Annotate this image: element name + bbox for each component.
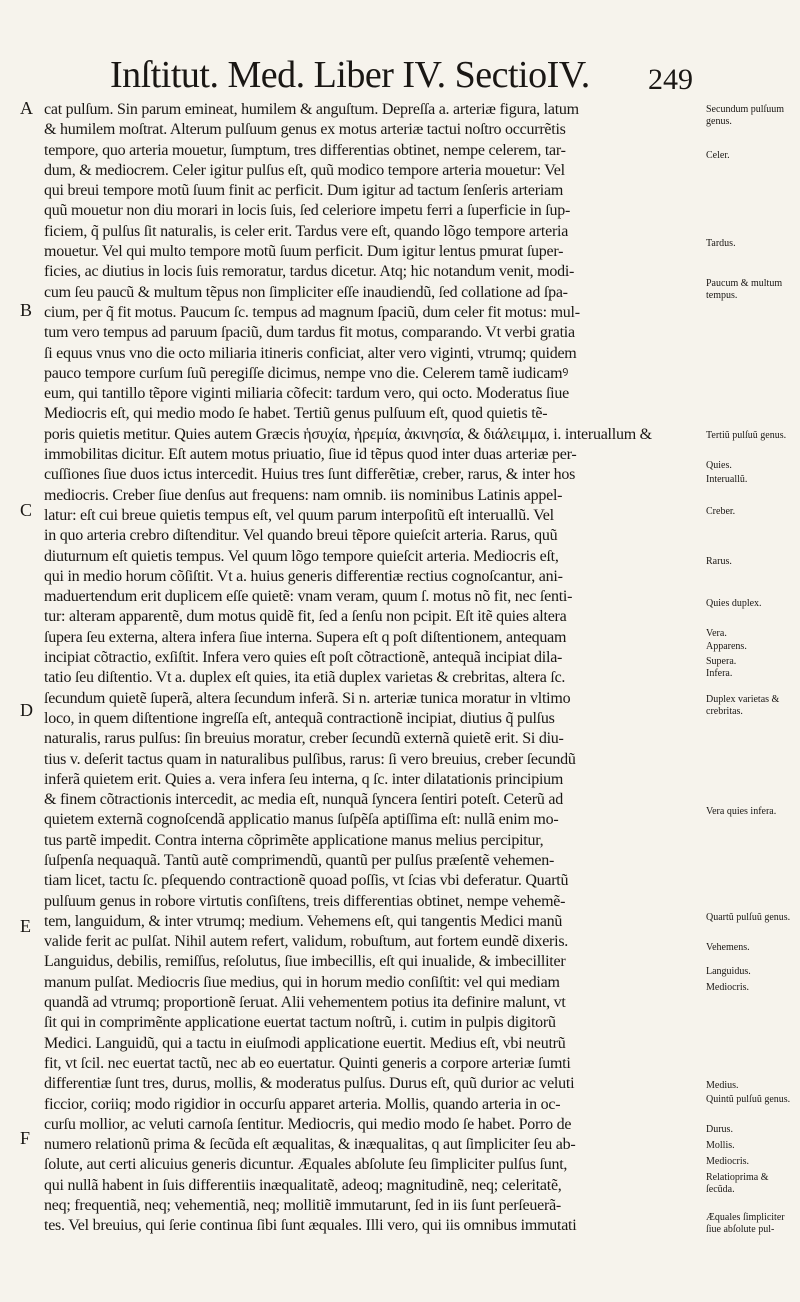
text-line: Languidus, debilis, remiſſus, reſolutus, ſiue imbecillis, eſt qui inualide, & imbecilliter	[44, 953, 566, 971]
margin-marker-d: D	[20, 700, 33, 720]
text-line: latur: eſt cui breue quietis tempus eſt, vel quum parum interpoſitũ eſt interuallũ. Vel	[44, 506, 554, 524]
text-line	[44, 1237, 704, 1257]
text-line: ficies, ac diutius in locis ſuis remoratur, tardus dicetur. Atq; hic notandum venit, modi-	[44, 263, 575, 281]
text-line: quietem externã cognoſcendã applicatio manus ſuſpẽſa aptiſſima eſt: nullã enim mo-	[44, 811, 559, 829]
text-line: immobilitas dicitur. Eſt autem motus priuatio, ſiue id tẽpus quod inter duas arteriæ per-	[44, 446, 577, 464]
text-line: qui nullã habent in ſuis differentiis inæqualitatẽ, adeoq; magnitudinẽ, neq; celeritatẽ,	[44, 1176, 562, 1194]
side-note: Celer.	[706, 150, 730, 161]
text-line: tius v. deſerit tactus quam in naturalibus pulſibus, rarus: ſi vero breuius, creber ſecundũ	[44, 750, 576, 768]
text-line: in quo arteria crebro diſtenditur. Vel quando breui tẽpore quieſcit arteria. Rarus, quũ	[44, 527, 558, 545]
text-line: numero relationũ prima & ſecũda eſt æqualitas, & inæqualitas, q aut ſimpliciter ſeu ab-	[44, 1136, 576, 1154]
text-line: incipiat cõtractio, exſiſtit. Infera vero quies eſt poſt cõtractionẽ, antequã incipiat dila-	[44, 649, 563, 667]
text-line: ſit qui in comprimẽnte applicatione euertat tactum noſtrũ, i. cutim in pulpis digitorũ	[44, 1014, 556, 1032]
side-note: Quies duplex.	[706, 598, 762, 609]
text-line: eum, qui tantillo tẽpore viginti miliaria cõfecit: tardum vero, qui octo. Moderatus ſiue	[44, 385, 569, 403]
side-note: Supera.	[706, 656, 737, 667]
side-note: Medius.	[706, 1080, 739, 1091]
text-line: ſecundum quietẽ ſuperã, altera ſecundum inferã. Si n. arteriæ tunica moratur in vltimo	[44, 689, 571, 707]
text-line: qui in medio horum cõſiſtit. Vt a. huius generis differentiæ rectius cognoſcantur, ani-	[44, 567, 563, 585]
text-line: ſolute, aut certi alicuius generis dicuntur. Æquales abſolute ſeu ſimpliciter pulſus ſunt,	[44, 1156, 568, 1174]
side-note: Durus.	[706, 1124, 733, 1135]
margin-marker-c: C	[20, 500, 33, 520]
side-note: Vehemens.	[706, 942, 750, 953]
text-line: manum pulſat. Mediocris ſiue medius, qui in horum medio conſiſtit: vel qui mediam	[44, 973, 560, 991]
text-line: Medici. Languidũ, qui a tactu in eiuſmodi applicatione euertit. Medius eſt, vbi neutrũ	[44, 1034, 566, 1052]
body-text	[44, 100, 704, 1277]
text-line: naturalis, rarus pulſus: ſin breuius moratur, creber ſecundũ externã quietẽ erit. Si diu-	[44, 730, 564, 748]
text-line: cum ſeu paucũ & multum tẽpus non ſimpliciter eſſe inaudiendũ, ſed collatione ad ſpa-	[44, 283, 568, 301]
text-line: tem, languidum, & inter vtrumq; medium. Vehemens eſt, qui tangentis Medici manũ	[44, 912, 563, 930]
side-note: Interuallũ.	[706, 474, 748, 485]
text-line: qui breui tempore motũ ſuum finit ac perficit. Dum igitur ad tactum ſenſeris arteriam	[44, 182, 564, 200]
side-note: Vera.	[706, 628, 727, 639]
side-note: Mediocris.	[706, 982, 750, 993]
text-line: tempore, quo arteria mouetur, ſumptum, tres differentias obtinet, nempe celerem, tar-	[44, 141, 566, 159]
side-note: Rarus.	[706, 556, 732, 567]
text-line: ſi equus vnus vno die octo miliaria itineris conficiat, alter vero viginti, vtrumq; quidem	[44, 344, 577, 362]
text-line: ſuſpenſa nequaquã. Tantũ autẽ comprimendũ, quantũ per pulſus præſentẽ vehemen-	[44, 851, 555, 869]
side-note: Vera quies infera.	[706, 806, 777, 817]
text-line: & finem cõtractionis intercedit, ac media eſt, nunquã ſyncera ſentiri poteſt. Ceterũ ad	[44, 791, 563, 809]
text-line: tus partẽ impedit. Contra interna cõprimẽte applicatione manus melius percipitur,	[44, 831, 544, 849]
text-line: tiam licet, tactu ſc. pſequendo contractionẽ quoad poſſis, vt ſcias vbi deferatur. Quartũ	[44, 872, 569, 890]
text-line: mouetur. Vel qui multo tempore motũ ſuum perficit. Dum igitur lentus pmurat ſuper-	[44, 243, 564, 261]
text-line: ficcior, coriiq; modo rigidior in occurſu apparet arteria. Mollis, quando arteria in oc-	[44, 1095, 561, 1113]
text-line: quũ mouetur non diu morari in locis ſuis, ſed celeriore impetu ferri a ſuperficie in ſup-	[44, 202, 571, 220]
side-note: Infera.	[706, 668, 733, 679]
text-line: fit, vt ſcil. nec euertat tactũ, nec ab eo euertatur. Quinti generis a corpore arteriæ ſumti	[44, 1054, 571, 1072]
page-number: 249	[648, 63, 693, 96]
text-line: curſu mollior, ac veluti carnoſa ſentitur. Mediocris, qui medio modo ſe habet. Porro de	[44, 1115, 572, 1133]
side-note: Quies.	[706, 460, 732, 471]
text-line: mediocris. Creber ſiue denſus aut frequens: nam omnib. iis nominibus Latinis appel-	[44, 486, 563, 504]
text-line: valide ferit ac pulſat. Nihil autem refert, validum, robuſtum, aut fortem eundẽ dixeris.	[44, 933, 569, 951]
text-line: diuturnum eſt quietis tempus. Vel quum lõgo tempore quieſcit arteria. Mediocris eſt,	[44, 547, 559, 565]
text-line: tum vero tempus ad paruum ſpaciũ, dum tardus fit motus, comparando. Vt verbi gratia	[44, 324, 575, 342]
margin-marker-e: E	[20, 916, 31, 936]
text-line: cium, per q̃ fit motus. Paucum ſc. tempus ad magnum ſpaciũ, dum celer fit motus: mul-	[44, 303, 580, 321]
side-note: Relatioprima & ſecũda.	[706, 1172, 769, 1195]
margin-marker-b: B	[20, 300, 33, 320]
text-line: quandã ad vtrumq; proportionẽ ſeruat. Alii vehementem potius ita definire malunt, vt	[44, 994, 566, 1012]
side-note: Tertiũ pulſuũ genus.	[706, 430, 787, 441]
text-line: cat pulſum. Sin parum emineat, humilem & anguſtum. Depreſſa a. arteriæ figura, latum	[44, 101, 579, 118]
side-note: Languidus.	[706, 966, 751, 977]
side-note: Creber.	[706, 506, 736, 517]
text-line	[44, 1257, 704, 1277]
text-line: cuſſiones ſiue duos ictus intercedit. Huius tres ſunt differẽtiæ, creber, rarus, & inter hos	[44, 466, 576, 484]
side-note: Apparens.	[706, 641, 747, 652]
side-note: Paucum & multum tempus.	[706, 278, 783, 301]
text-line: tatio ſeu diſtentio. Vt a. duplex eſt quies, ita etiã duplex varietas & crebritas, altera ſc.	[44, 669, 566, 687]
text-line: Mediocris eſt, qui medio modo ſe habet. Tertiũ genus pulſuum eſt, quod quietis tẽ-	[44, 405, 548, 423]
text-line: tes. Vel breuius, qui ſerie continua ſibi ſunt æquales. Illi vero, qui iis omnibus immutati	[44, 1217, 577, 1235]
side-note: Mollis.	[706, 1140, 735, 1151]
side-note: Æquales ſimpliciter ſiue abſolute pul-	[706, 1212, 785, 1235]
text-line: differentiæ ſunt tres, durus, mollis, & moderatus pulſus. Durus eſt, quũ durior ac veluti	[44, 1075, 575, 1093]
header-title: Inſtitut. Med. Liber IV. SectioIV.	[110, 54, 590, 96]
side-note: Quartũ pulſuũ genus.	[706, 912, 791, 923]
text-line: & humilem moſtrat. Alterum pulſuum genus ex motus arteriæ tactui noſtro occurrẽtis	[44, 121, 566, 139]
side-note: Duplex varietas & crebritas.	[706, 694, 780, 717]
text-line: dum, & mediocrem. Celer igitur pulſus eſt, quũ modico tempore arteria mouetur: Vel	[44, 161, 565, 179]
text-line: pauco tempore curſum ſuũ peregiſſe dicimus, nempe vno die. Celerem tamẽ iudicamꝰ	[44, 364, 569, 382]
text-line: maduertendum erit duplicem eſſe quietẽ: vnam veram, quum ſ. motus nõ fit, nec ſenti-	[44, 588, 573, 606]
side-note: Tardus.	[706, 238, 736, 249]
side-note: Mediocris.	[706, 1156, 750, 1167]
text-line: poris quietis metitur. Quies autem Græcis ἡσυχία, ἠρεμία, ἀκινησία, & διάλειμμα, i. interuallum &	[44, 425, 652, 443]
margin-marker-f: F	[20, 1128, 31, 1148]
text-line: ficiem, q̃ pulſus ſit naturalis, is celer erit. Tardus vere eſt, quando lõgo tempore arteria	[44, 222, 569, 240]
text-line: tur: alteram apparentẽ, dum motus quidẽ fit, ſed a ſenſu non pcipit. Eſt itẽ quies altera	[44, 608, 567, 626]
text-line: neq; frequentiã, neq; vehementiã, neq; mollitiẽ immutarunt, ſed in iis ſunt perſeuerã-	[44, 1197, 561, 1215]
margin-marker-a: A	[20, 98, 33, 118]
text-line: loco, in quem diſtentione ingreſſa eſt, antequã contractionẽ incipiat, diutius q̃ pulſus	[44, 709, 555, 727]
running-header	[110, 52, 670, 98]
side-note: Secundum pulſuum genus.	[706, 104, 785, 127]
side-note: Quintũ pulſuũ genus.	[706, 1094, 791, 1105]
text-line: pulſuum genus in robore virtutis conſiſtens, treis differentias obtinet, nempe vehemẽ-	[44, 892, 566, 910]
text-line: ſupera ſeu externa, altera infera ſiue interna. Supera eſt q poſt diſtentionem, antequam	[44, 628, 567, 646]
text-line: inferã quietem erit. Quies a. vera infera ſeu interna, q ſc. inter dilatationis principium	[44, 770, 564, 788]
